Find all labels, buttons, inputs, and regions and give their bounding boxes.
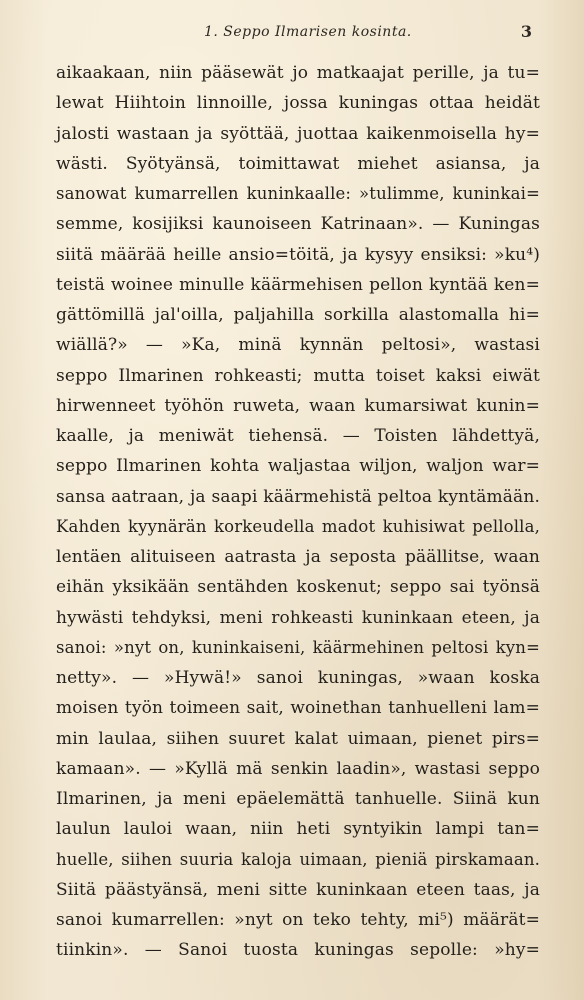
text-line: jalosti wastaan ja syöttää, juottaa kaikenmoisella hy=	[56, 123, 540, 144]
text-line: siitä määrää heille ansio=töitä, ja kysyy ensiksi: »ku⁴)	[56, 244, 540, 265]
text-line: Ilmarinen, ja meni epäelemättä tanhuelle. Siinä kun	[56, 789, 540, 809]
text-line: hirwenneet työhön ruweta, waan kumarsiwat kunin=	[56, 395, 540, 416]
text-line: seppo Ilmarinen kohta waljastaa wiljon, waljon war=	[56, 456, 540, 477]
text-line: sanoi kumarrellen: »nyt on teko tehty, mi⁵) määrät=	[56, 910, 540, 930]
text-line: sansa aatraan, ja saapi käärmehistä peltoa kyntämään.	[56, 486, 540, 507]
page-header	[56, 20, 536, 46]
text-line: seppo Ilmarinen rohkeasti; mutta toiset kaksi eiwät	[56, 365, 540, 386]
running-title: 1. Seppo Ilmarisen kosinta.	[204, 24, 412, 40]
text-line: tiinkin». — Sanoi tuosta kuningas sepolle: »hy=	[56, 940, 540, 961]
text-line: lewat Hiihtoin linnoille, jossa kuningas ottaa heidät	[56, 93, 540, 114]
text-line: kamaan». — »Kyllä mä senkin laadin», wastasi seppo	[56, 758, 540, 779]
text-line: laulun lauloi waan, niin heti syntyikin lampi tan=	[56, 819, 540, 840]
text-line: eihän yksikään sentähden koskenut; seppo sai työnsä	[56, 577, 540, 598]
text-line: lentäen alituiseen aatrasta ja seposta päällitse, waan	[56, 547, 540, 567]
text-line: aikaakaan, niin pääsewät jo matkaajat perille, ja tu=	[56, 63, 540, 83]
body-text	[56, 58, 540, 966]
text-line: huelle, siihen suuria kaloja uimaan, pieniä pirskamaan.	[56, 849, 540, 869]
page-number: 3	[520, 22, 532, 41]
text-line: moisen työn toimeen sait, woinethan tanhuelleni lam=	[56, 698, 540, 719]
text-line: wästi. Syötyänsä, toimittawat miehet asiansa, ja	[56, 153, 540, 174]
text-line: kaalle, ja meniwät tiehensä. — Toisten lähdettyä,	[56, 426, 540, 446]
text-line: Kahden kyynärän korkeudella madot kuhisiwat pellolla,	[56, 516, 540, 536]
text-line: sanowat kumarrellen kuninkaalle: »tulimme, kuninkai=	[56, 184, 540, 203]
text-line: netty». — »Hywä!» sanoi kuningas, »waan koska	[56, 668, 540, 688]
text-line: min laulaa, siihen suuret kalat uimaan, pienet pirs=	[56, 728, 540, 749]
text-line: wiällä?» — »Ka, minä kynnän peltosi», wastasi	[56, 335, 540, 356]
text-line: semme, kosijiksi kaunoiseen Katrinaan». — Kuningas	[56, 214, 540, 235]
text-line: gättömillä jal'oilla, paljahilla sorkilla alastomalla hi=	[56, 305, 540, 325]
text-line: teistä woinee minulle käärmehisen pellon kyntää ken=	[56, 274, 540, 295]
text-line: hywästi tehdyksi, meni rohkeasti kuninkaan eteen, ja	[56, 607, 540, 628]
text-line: sanoi: »nyt on, kuninkaiseni, käärmehinen peltosi kyn=	[56, 637, 540, 657]
text-line: Siitä päästyänsä, meni sitte kuninkaan eteen taas, ja	[56, 879, 540, 900]
